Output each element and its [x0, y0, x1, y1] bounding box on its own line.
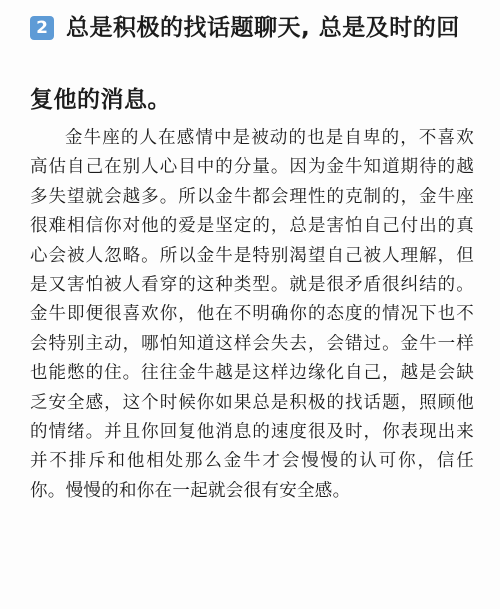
- section-heading: [30, 8, 480, 120]
- heading-title-line-1: 总是积极的找话题聊天, 总是及时的回: [66, 15, 460, 41]
- heading-title-line-2: 复他的消息。: [30, 87, 171, 113]
- heading-line-1: [30, 8, 480, 48]
- number-badge-icon: 2: [30, 16, 54, 40]
- body-paragraph: 金牛座的人在感情中是被动的也是自卑的，不喜欢高估自己在别人心目中的分量。因为金牛知道期待的越多失望就会越多。所以金牛都会理性的克制的，金牛座很难相信你对他的爱是坚定的，总是害怕自己付出的真心会被人忽略。所以金牛是特别渴望自己被人理解，但是又害怕被人看穿的这种类型。就是很矛盾很纠结的。金牛即便很喜欢你，他在不明确你的态度的情况下也不会特别主动，哪怕知道这样会失去，会错过。金牛一样也能憋的住。往往金牛越是这样边缘化自己，越是会缺乏安全感，这个时候你如果总是积极的找话题，照顾他的情绪。并且你回复他消息的速度很及时，你表现出来并不排斥和他相处那么金牛才会慢慢的认可你，信任你。慢慢的和你在一起就会很有安全感。: [30, 128, 474, 501]
